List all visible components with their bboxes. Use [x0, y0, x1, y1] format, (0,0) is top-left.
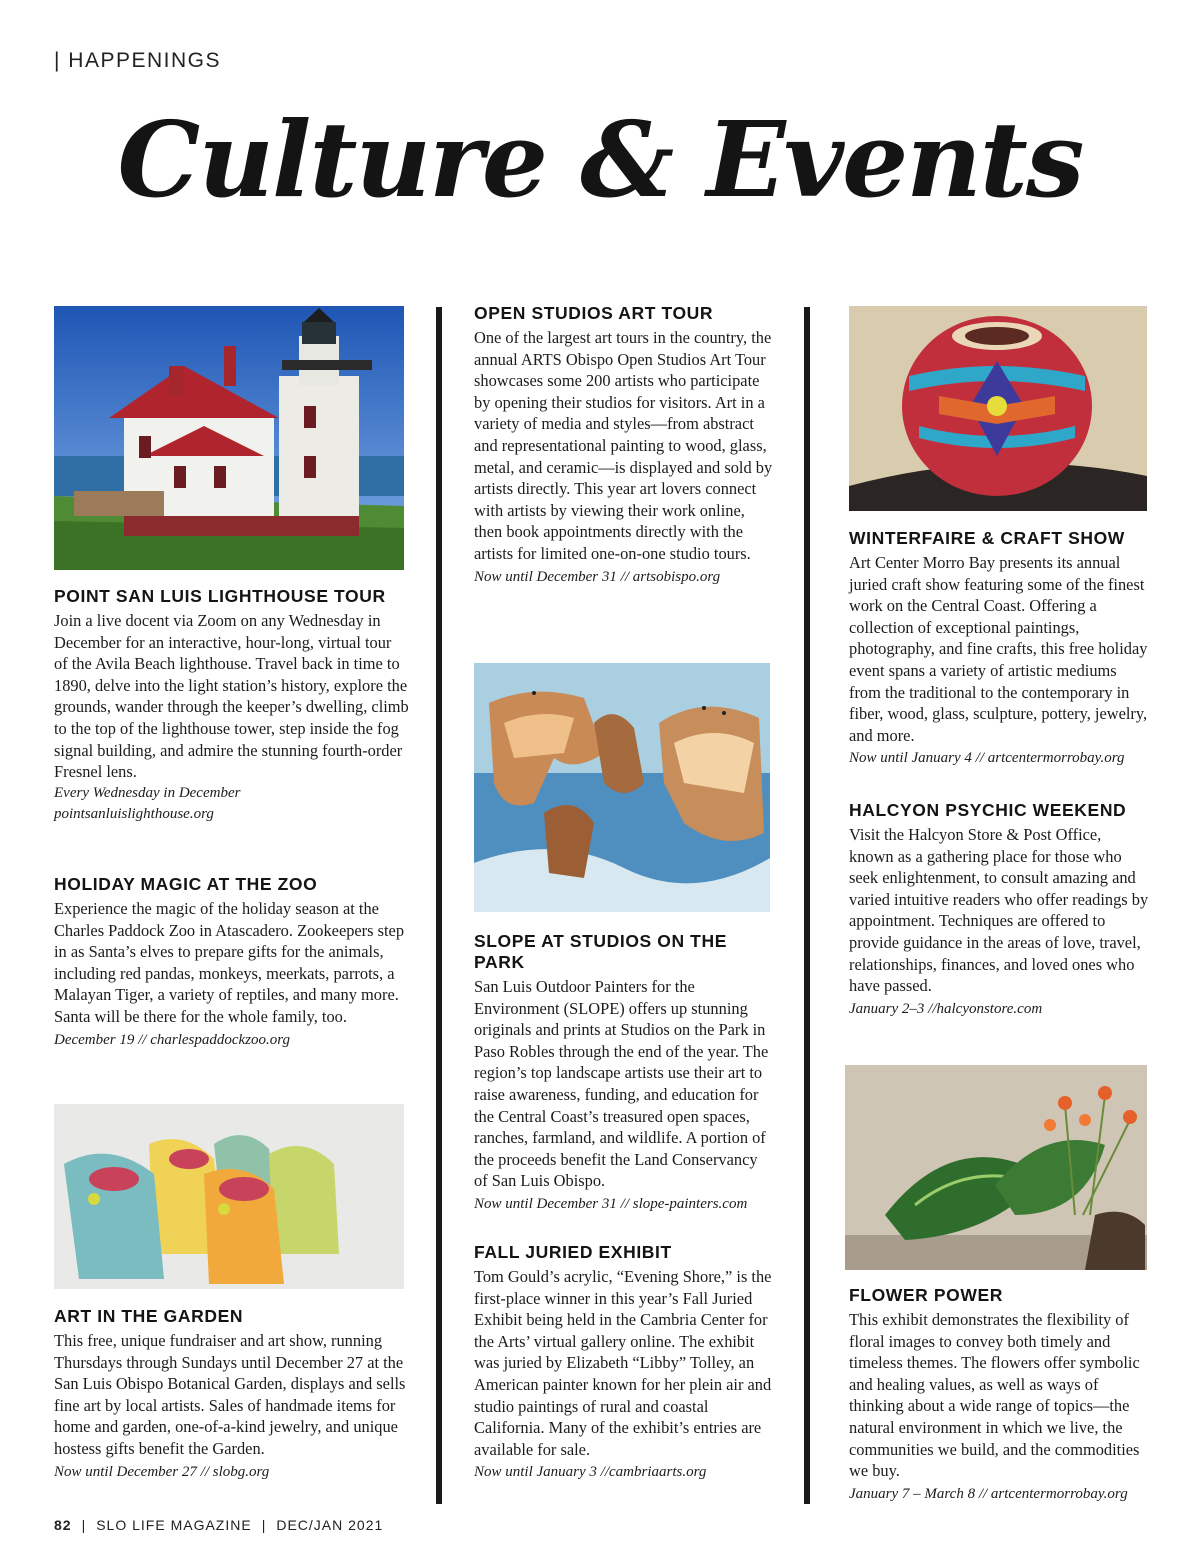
- footer-divider: |: [81, 1517, 87, 1533]
- flower-still-life-photo: [845, 1065, 1147, 1270]
- article-halcyon: [849, 800, 1149, 1020]
- article-title: FALL JURIED EXHIBIT: [474, 1242, 672, 1262]
- article-meta: January 2–3 //halcyonstore.com: [849, 1000, 1043, 1017]
- article-title: SLOPE AT STUDIOS ON THE PARK: [474, 931, 727, 972]
- lighthouse-photo: [54, 306, 404, 570]
- painted-gourd-photo: [849, 306, 1147, 511]
- article-body: Visit the Halcyon Store & Post Office, known as a gathering place for those who seek enlightenment, to consult amazing and varied intuitive readers who offer readings by appointment. Techniques are offered to provide guidance in the areas of love, travel, relationships, finances, and loved ones who have passed.: [849, 825, 1149, 996]
- issue-date: DEC/JAN 2021: [276, 1517, 384, 1533]
- article-garden: [54, 1306, 409, 1483]
- article-meta: Now until January 4 // artcentermorrobay.org: [849, 750, 1125, 767]
- page-title: Culture & Events: [117, 98, 1083, 221]
- article-title: HALCYON PSYCHIC WEEKEND: [849, 800, 1127, 820]
- article-body: Experience the magic of the holiday season at the Charles Paddock Zoo in Atascadero. Zookeepers step in as Santa’s elves to prepare gifts for the animals, including red pandas, monkeys, meerkats, parrots, a Malayan Tiger, a variety of reptiles, and many more. Santa will be there for the whole family, too.: [54, 899, 405, 1026]
- article-title: HOLIDAY MAGIC AT THE ZOO: [54, 874, 318, 894]
- article-body: San Luis Outdoor Painters for the Environment (SLOPE) offers up stunning originals and prints at Studios on the Park in Paso Robles through the end of the year. The region’s top landscape artists use their art to raise awareness, funding, and education for the Central Coast’s treasured open spaces, ranches, farmland, and wildlife. A portion of the proceeds benefit the Land Conservancy of San Luis Obispo.: [474, 977, 769, 1191]
- article-title: FLOWER POWER: [849, 1285, 1003, 1305]
- section-label: | HAPPENINGS: [54, 49, 221, 72]
- article-meta: Now until December 31 // slope-painters.com: [474, 1195, 748, 1212]
- article-title: ART IN THE GARDEN: [54, 1306, 244, 1326]
- magazine-name: SLO LIFE MAGAZINE: [96, 1517, 252, 1533]
- article-body: Join a live docent via Zoom on any Wednesday in December for an interactive, hour-long, virtual tour of the Avila Beach lighthouse. Travel back in time to 1890, delve into the light station’s history, explore the grounds, wander through the keeper’s dwelling, climb to the top of the lighthouse tower, step inside the fog signal building, and admire the stunning fourth-order Fresnel lens.: [54, 611, 409, 782]
- article-body: Tom Gould’s acrylic, “Evening Shore,” is the first-place winner in this year’s Fall Juried Exhibit being held in the Cambria Center for the Arts’ virtual gallery online. The exhibit was juried by Elizabeth “Libby” Tolley, an American painter known for her plein air and studio paintings of rural and coastal California. Many of the exhibit’s entries are available for sale.: [474, 1267, 772, 1459]
- article-body: Art Center Morro Bay presents its annual juried craft show featuring some of the finest work on the Central Coast. Offering a collection of exceptional paintings, photography, and fine crafts, this free holiday event spans a variety of artistic mediums from the traditional to the contemporary in fiber, wood, glass, sculpture, pottery, jewelry, and more.: [849, 553, 1148, 745]
- article-lighthouse: [54, 586, 409, 826]
- article-title: POINT SAN LUIS LIGHTHOUSE TOUR: [54, 586, 386, 606]
- column-divider-right: [804, 307, 810, 1504]
- footer-divider: |: [261, 1517, 267, 1533]
- article-winterfaire: [849, 528, 1149, 770]
- article-title: WINTERFAIRE & CRAFT SHOW: [849, 528, 1125, 548]
- article-meta: Now until January 3 //cambriaarts.org: [474, 1464, 707, 1481]
- coastal-painting: [474, 663, 770, 912]
- article-body: One of the largest art tours in the country, the annual ARTS Obispo Open Studios Art Tour showcases some 200 artists who participate by opening their studios for visitors. Art in a variety of media and styles—from abstract and representational painting to wood, glass, metal, and ceramic—is displayed and sold by artists directly. This year art lovers connect with artists by viewing their work online, then book appointments directly with the artists for limited one-on-one studio tours.: [474, 328, 773, 563]
- article-link[interactable]: pointsanluislighthouse.org: [54, 806, 214, 823]
- article-meta: Every Wednesday in December: [54, 784, 241, 801]
- article-title: OPEN STUDIOS ART TOUR: [474, 303, 714, 323]
- article-meta: Now until December 31 // artsobispo.org: [474, 568, 721, 585]
- column-divider-left: [436, 307, 442, 1504]
- article-body: This free, unique fundraiser and art show, running Thursdays through Sundays until December 27 at the San Luis Obispo Botanical Garden, displays and sells fine art by local artists. Sales of handmade items for home and garden, one-of-a-kind jewelry, and unique hostess gifts benefit the Garden.: [54, 1331, 406, 1458]
- article-meta: January 7 – March 8 // artcentermorrobay.org: [849, 1485, 1128, 1502]
- article-meta: Now until December 27 // slobg.org: [54, 1463, 270, 1480]
- article-body: This exhibit demonstrates the flexibility of floral images to convey both timely and timeless themes. The flowers offer symbolic and healing values, as well as ways of thinking about a wide range of topics—the natural environment in which we live, the communities we build, and the commodities we buy.: [849, 1310, 1140, 1481]
- article-slope: [474, 931, 774, 1216]
- article-open-studios: [474, 303, 774, 588]
- page-footer: [54, 1517, 383, 1533]
- article-zoo: [54, 874, 409, 1051]
- page-number: 82: [54, 1517, 72, 1533]
- article-fall-juried: [474, 1242, 774, 1484]
- article-flower-power: [849, 1285, 1149, 1505]
- ceramic-fish-photo: [54, 1104, 404, 1289]
- article-meta: December 19 // charlespaddockzoo.org: [54, 1031, 291, 1048]
